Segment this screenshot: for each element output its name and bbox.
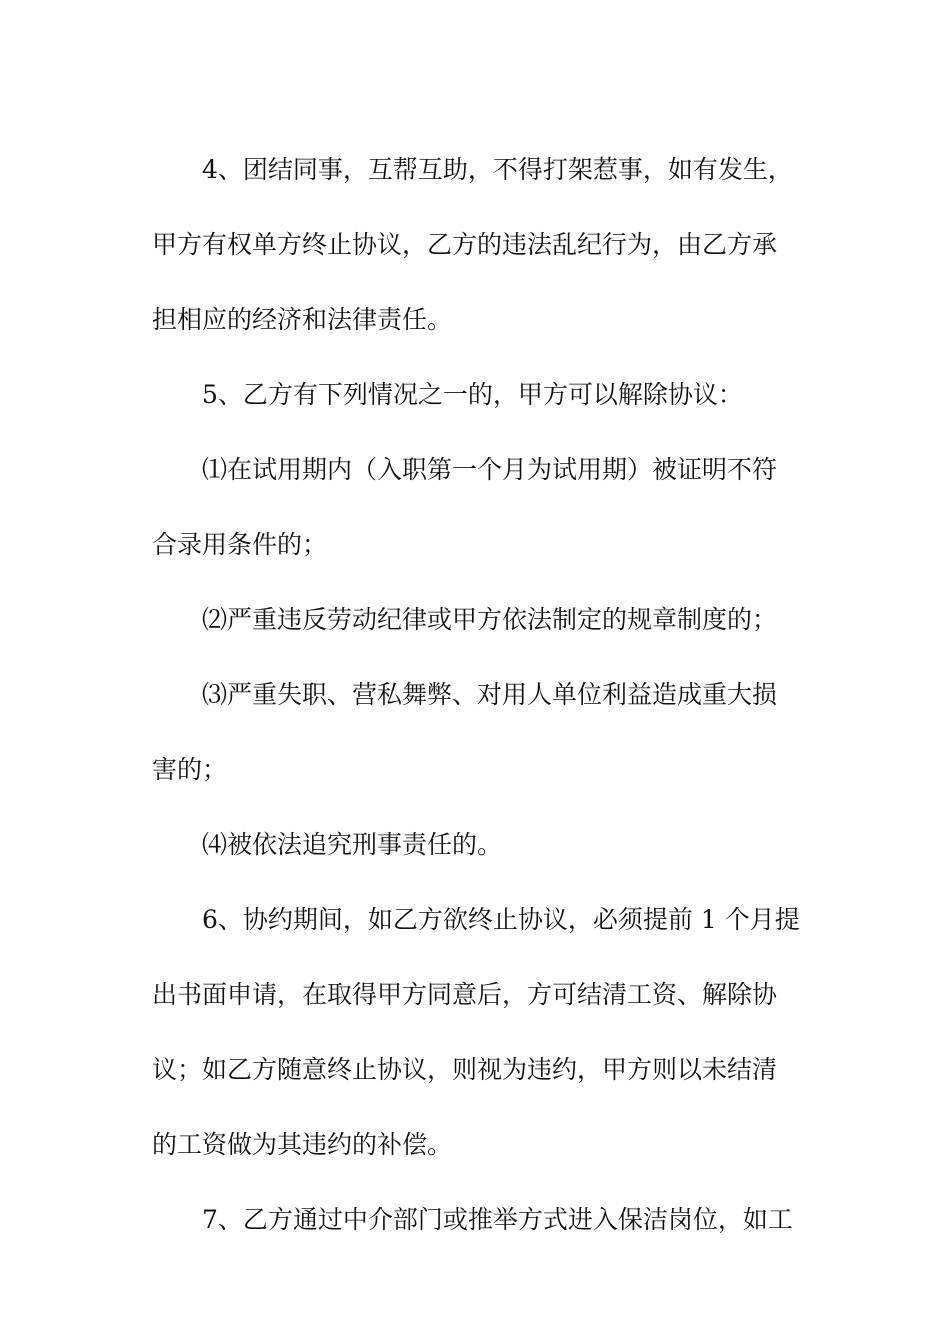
paragraph-line: 出书面申请，在取得甲方同意后，方可结清工资、解除协 xyxy=(152,980,778,1009)
paragraph-line: 的工资做为其违约的补偿。 xyxy=(152,1130,453,1159)
paragraph-line: ⑶严重失职、营私舞弊、对用人单位利益造成重大损 xyxy=(202,680,778,709)
paragraph-line: 6、协约期间，如乙方欲终止协议，必须提前 1 个月提 xyxy=(202,905,800,934)
paragraph-line: 7、乙方通过中介部门或推举方式进入保洁岗位，如工 xyxy=(202,1205,793,1234)
paragraph-line: ⑴在试用期内（入职第一个月为试用期）被证明不符 xyxy=(202,455,778,484)
paragraph-line: 合录用条件的； xyxy=(152,530,328,559)
paragraph-line: 5、乙方有下列情况之一的，甲方可以解除协议： xyxy=(202,380,743,409)
paragraph-line: ⑵严重违反劳动纪律或甲方依法制定的规章制度的； xyxy=(202,605,778,634)
paragraph-line: 害的； xyxy=(152,755,228,784)
paragraph-line: 担相应的经济和法律责任。 xyxy=(152,305,453,334)
paragraph-line: ⑷被依法追究刑事责任的。 xyxy=(202,830,503,859)
paragraph-line: 甲方有权单方终止协议，乙方的违法乱纪行为，由乙方承 xyxy=(152,230,778,259)
paragraph-line: 议；如乙方随意终止协议，则视为违约，甲方则以未结清 xyxy=(152,1055,778,1084)
paragraph-line: 4、团结同事，互帮互助，不得打架惹事，如有发生， xyxy=(202,155,793,184)
document-body xyxy=(152,132,802,1257)
